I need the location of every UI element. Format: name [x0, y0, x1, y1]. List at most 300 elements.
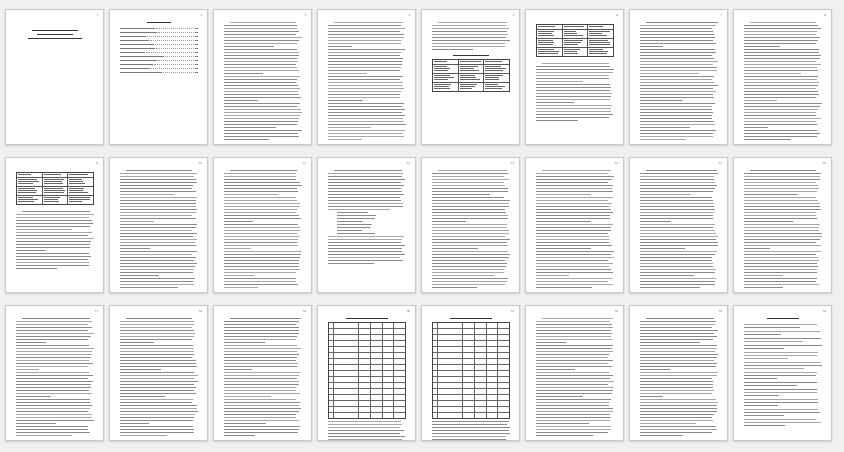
- text-line: [744, 139, 791, 140]
- text-line: [536, 360, 613, 361]
- text-line: [120, 287, 178, 288]
- data-table: [432, 322, 510, 419]
- text-line: [328, 127, 371, 128]
- text-line: [432, 43, 505, 44]
- document-page-thumbnail[interactable]: [213, 157, 312, 293]
- document-page-thumbnail[interactable]: [629, 305, 728, 441]
- text-line: [224, 417, 296, 418]
- text-line: [536, 408, 613, 409]
- text-line: [536, 251, 614, 252]
- text-line: [120, 372, 194, 373]
- text-line: [120, 378, 194, 379]
- toc-entry: [120, 64, 198, 65]
- document-page-thumbnail[interactable]: [109, 157, 208, 293]
- text-line: [126, 170, 192, 171]
- text-line: [536, 372, 609, 373]
- text-line: [120, 254, 192, 255]
- page-number: 7: [720, 13, 722, 17]
- document-page-thumbnail[interactable]: [629, 9, 728, 145]
- text-line: [16, 336, 91, 337]
- text-line: [744, 395, 779, 396]
- text-line: [640, 330, 718, 331]
- text-line: [328, 58, 403, 59]
- text-line: [16, 259, 88, 260]
- page-number: 3: [304, 13, 306, 17]
- text-line: [744, 121, 816, 122]
- text-line: [120, 327, 192, 328]
- document-page-thumbnail[interactable]: [213, 9, 312, 145]
- text-line: [16, 253, 89, 254]
- text-line: [536, 197, 613, 198]
- text-line: [16, 384, 91, 385]
- page-number: 15: [719, 161, 722, 165]
- text-line: [640, 417, 712, 418]
- text-line: [432, 421, 509, 422]
- text-line: [224, 281, 296, 282]
- text-line: [432, 46, 505, 47]
- document-page-thumbnail[interactable]: [317, 305, 416, 441]
- text-line: [744, 133, 820, 134]
- text-line: [120, 363, 196, 364]
- text-line: [744, 34, 816, 35]
- text-line: [744, 185, 818, 186]
- document-page-thumbnail[interactable]: [5, 305, 104, 441]
- text-line: [744, 263, 817, 264]
- text-line: [432, 218, 508, 219]
- text-line: [224, 426, 300, 427]
- page-number: 17: [95, 309, 98, 313]
- text-line: [16, 262, 89, 263]
- text-line: [744, 278, 817, 279]
- text-line: [120, 218, 196, 219]
- text-line: [120, 248, 150, 249]
- text-line: [536, 75, 609, 76]
- text-line: [16, 378, 88, 379]
- text-line: [16, 342, 46, 343]
- text-line: [16, 369, 39, 370]
- text-line: [328, 194, 404, 195]
- text-line: [120, 242, 195, 243]
- text-line: [536, 423, 589, 424]
- text-line: [224, 393, 300, 394]
- text-line: [536, 78, 609, 79]
- text-line: [640, 185, 717, 186]
- document-page-thumbnail[interactable]: [317, 157, 416, 293]
- text-line: [432, 424, 507, 425]
- text-line: [744, 355, 817, 356]
- text-line: [744, 182, 816, 183]
- document-page-thumbnail[interactable]: [421, 157, 520, 293]
- text-line: [432, 281, 507, 282]
- text-line: [224, 257, 300, 258]
- text-line: [744, 272, 817, 273]
- text-line: [16, 226, 90, 227]
- text-line: [744, 94, 819, 95]
- text-line: [640, 191, 713, 192]
- text-line: [744, 245, 821, 246]
- text-line: [224, 118, 299, 119]
- text-line: [224, 287, 258, 288]
- text-line: [744, 365, 822, 366]
- document-page-thumbnail[interactable]: [525, 157, 624, 293]
- text-line: [432, 40, 510, 41]
- text-line: [536, 117, 609, 118]
- text-line: [120, 375, 198, 376]
- text-line: [744, 130, 817, 131]
- text-line: [640, 70, 717, 71]
- text-line: [328, 203, 403, 204]
- text-line: [224, 411, 299, 412]
- text-line: [536, 105, 612, 106]
- text-line: [328, 197, 400, 198]
- text-line: [120, 278, 195, 279]
- text-line: [640, 115, 712, 116]
- text-line: [120, 411, 198, 412]
- text-line: [640, 260, 712, 261]
- text-line: [328, 64, 402, 65]
- text-line: [126, 318, 192, 319]
- text-line: [328, 70, 400, 71]
- text-line: [120, 233, 197, 234]
- text-line: [744, 341, 803, 342]
- text-line: [536, 233, 608, 234]
- text-line: [640, 360, 714, 361]
- document-page-thumbnail[interactable]: [733, 305, 832, 441]
- text-line: [120, 206, 196, 207]
- text-line: [432, 25, 506, 26]
- text-line: [744, 106, 820, 107]
- text-line: [640, 372, 718, 373]
- text-line: [432, 200, 510, 201]
- text-line: [744, 73, 801, 74]
- text-line: [536, 384, 608, 385]
- text-line: [224, 206, 300, 207]
- text-line: [328, 52, 401, 53]
- text-line: [224, 272, 296, 273]
- text-line: [640, 351, 715, 352]
- text-line: [224, 31, 299, 32]
- text-line: [744, 179, 820, 180]
- text-line: [640, 43, 716, 44]
- text-line: [120, 321, 194, 322]
- text-line: [640, 40, 713, 41]
- text-line: [536, 239, 609, 240]
- text-line: [640, 46, 663, 47]
- text-line: [536, 414, 610, 415]
- text-line: [328, 115, 405, 116]
- text-line: [640, 396, 663, 397]
- text-line: [120, 266, 195, 267]
- page-number: 19: [303, 309, 306, 313]
- text-line: [744, 392, 817, 393]
- text-line: [744, 412, 820, 413]
- text-line: [224, 221, 253, 222]
- text-line: [536, 272, 613, 273]
- text-line: [224, 176, 296, 177]
- text-line: [120, 230, 192, 231]
- page-number: 6: [616, 13, 618, 17]
- page-thumbnail-grid: [5, 9, 832, 441]
- text-line: [16, 405, 92, 406]
- text-line: [640, 333, 714, 334]
- text-line: [16, 390, 89, 391]
- text-line: [744, 176, 820, 177]
- text-line: [120, 417, 194, 418]
- text-line: [744, 331, 820, 332]
- text-line: [536, 66, 610, 67]
- text-line: [744, 31, 817, 32]
- text-line: [224, 73, 263, 74]
- text-line: [744, 91, 818, 92]
- text-line: [744, 37, 820, 38]
- text-line: [224, 40, 299, 41]
- text-line: [328, 88, 404, 89]
- text-line: [328, 124, 406, 125]
- text-line: [328, 46, 352, 47]
- text-line: [744, 112, 816, 113]
- toc-entry: [120, 68, 198, 69]
- document-page-thumbnail[interactable]: [317, 9, 416, 145]
- text-line: [120, 212, 196, 213]
- page-number: 22: [615, 309, 618, 313]
- text-line: [224, 321, 299, 322]
- text-line: [536, 339, 612, 340]
- text-line: [230, 170, 296, 171]
- document-page-thumbnail[interactable]: [5, 157, 104, 293]
- text-line: [646, 170, 717, 171]
- text-line: [744, 103, 822, 104]
- text-line: [640, 408, 717, 409]
- text-line: [432, 179, 509, 180]
- text-line: [432, 251, 508, 252]
- text-line: [744, 334, 781, 335]
- text-line: [432, 263, 507, 264]
- text-line: [120, 387, 196, 388]
- text-line: [16, 366, 88, 367]
- text-line: [16, 327, 92, 328]
- text-line: [328, 55, 400, 56]
- text-line: [536, 230, 611, 231]
- text-line: [536, 176, 614, 177]
- page-number: 12: [407, 161, 410, 165]
- text-line: [432, 433, 510, 434]
- text-line: [328, 200, 401, 201]
- text-line: [542, 170, 611, 171]
- text-line: [536, 278, 612, 279]
- text-line: [640, 37, 715, 38]
- document-page-thumbnail[interactable]: [629, 157, 728, 293]
- text-line: [16, 348, 94, 349]
- text-line: [744, 215, 816, 216]
- text-line: [640, 58, 714, 59]
- text-line: [744, 275, 783, 276]
- text-line: [640, 378, 712, 379]
- text-line: [120, 269, 194, 270]
- text-line: [432, 278, 508, 279]
- text-line: [744, 46, 780, 47]
- text-line: [536, 327, 613, 328]
- text-line: [432, 224, 507, 225]
- text-line: [640, 336, 717, 337]
- page-number: 21: [511, 309, 514, 313]
- text-line: [16, 241, 91, 242]
- toc-entry: [120, 32, 198, 33]
- text-line: [16, 411, 88, 412]
- text-line: [328, 421, 401, 422]
- text-line: [744, 200, 818, 201]
- text-line: [120, 194, 174, 195]
- text-line: [16, 381, 93, 382]
- text-line: [640, 106, 712, 107]
- text-line: [744, 352, 818, 353]
- text-line: [640, 73, 699, 74]
- toc-entry: [120, 60, 198, 61]
- text-line: [432, 188, 508, 189]
- text-line: [640, 242, 718, 243]
- text-line: [640, 215, 713, 216]
- text-line: [120, 435, 167, 436]
- text-line: [536, 218, 610, 219]
- text-line: [224, 28, 297, 29]
- text-line: [16, 351, 92, 352]
- text-line: [744, 242, 816, 243]
- text-line: [224, 97, 301, 98]
- text-line: [640, 121, 714, 122]
- text-line: [536, 96, 611, 97]
- text-line: [432, 185, 505, 186]
- text-line: [640, 224, 715, 225]
- text-line: [120, 333, 195, 334]
- text-line: [744, 378, 777, 379]
- text-line: [328, 121, 404, 122]
- text-line: [328, 173, 403, 174]
- document-page-thumbnail[interactable]: [733, 9, 832, 145]
- text-line: [536, 411, 613, 412]
- text-line: [640, 327, 712, 328]
- text-line: [640, 100, 683, 101]
- text-line: [542, 63, 609, 64]
- text-line: [536, 266, 609, 267]
- text-line: [744, 88, 816, 89]
- text-line: [328, 263, 374, 264]
- text-line: [640, 209, 715, 210]
- table: [432, 59, 510, 92]
- document-page-thumbnail[interactable]: [421, 305, 520, 441]
- text-line: [120, 182, 197, 183]
- text-line: [640, 194, 691, 195]
- table: [536, 24, 614, 57]
- text-line: [432, 436, 506, 437]
- text-line: [224, 200, 297, 201]
- text-line: [744, 203, 820, 204]
- text-line: [328, 424, 402, 425]
- text-line: [224, 82, 296, 83]
- text-line: [224, 136, 299, 137]
- text-line: [640, 94, 713, 95]
- document-page-thumbnail[interactable]: [525, 9, 624, 145]
- document-page-thumbnail[interactable]: [525, 305, 624, 441]
- text-line: [536, 348, 612, 349]
- text-line: [640, 127, 690, 128]
- text-line: [646, 318, 714, 319]
- text-line: [328, 136, 404, 137]
- text-line: [536, 203, 612, 204]
- text-line: [120, 366, 197, 367]
- text-line: [120, 390, 194, 391]
- text-line: [536, 357, 608, 358]
- toc-entry: [120, 72, 198, 73]
- text-line: [328, 248, 402, 249]
- text-line: [640, 357, 717, 358]
- text-line: [432, 221, 466, 222]
- text-line: [328, 61, 402, 62]
- text-line: [120, 272, 193, 273]
- text-line: [432, 182, 504, 183]
- text-line: [120, 215, 192, 216]
- text-line: [536, 260, 608, 261]
- text-line: [224, 248, 251, 249]
- text-line: [224, 61, 298, 62]
- text-line: [536, 194, 591, 195]
- document-page-thumbnail[interactable]: [109, 305, 208, 441]
- text-line: [536, 330, 611, 331]
- text-line: [328, 130, 405, 131]
- text-line: [536, 345, 613, 346]
- text-line: [744, 399, 818, 400]
- text-line: [224, 185, 302, 186]
- text-line: [432, 28, 509, 29]
- text-line: [536, 269, 611, 270]
- text-line: [744, 257, 818, 258]
- text-line: [536, 227, 611, 228]
- text-line: [432, 236, 505, 237]
- text-line: [536, 185, 613, 186]
- text-line: [224, 378, 297, 379]
- text-line: [16, 402, 90, 403]
- text-line: [536, 120, 578, 121]
- text-line: [230, 22, 296, 23]
- text-line: [16, 345, 89, 346]
- text-line: [432, 272, 504, 273]
- text-line: [224, 139, 269, 140]
- text-line: [744, 425, 785, 426]
- text-line: [536, 236, 609, 237]
- text-line: [224, 233, 297, 234]
- text-line: [640, 266, 713, 267]
- document-page-thumbnail[interactable]: [109, 9, 208, 145]
- text-line: [640, 278, 716, 279]
- text-line: [744, 389, 817, 390]
- text-line: [536, 84, 610, 85]
- text-line: [744, 422, 821, 423]
- document-page-thumbnail[interactable]: [213, 305, 312, 441]
- text-line: [536, 212, 613, 213]
- text-line: [16, 321, 92, 322]
- text-line: [328, 49, 405, 50]
- text-line: [328, 206, 403, 207]
- text-line: [328, 236, 404, 237]
- document-page-thumbnail[interactable]: [5, 9, 104, 145]
- text-line: [224, 85, 298, 86]
- text-line: [744, 221, 793, 222]
- text-line: [16, 333, 94, 334]
- document-page-thumbnail[interactable]: [421, 9, 520, 145]
- text-line: [224, 381, 299, 382]
- page-number: 16: [823, 161, 826, 165]
- document-page-thumbnail[interactable]: [733, 157, 832, 293]
- text-line: [536, 242, 609, 243]
- text-line: [224, 399, 296, 400]
